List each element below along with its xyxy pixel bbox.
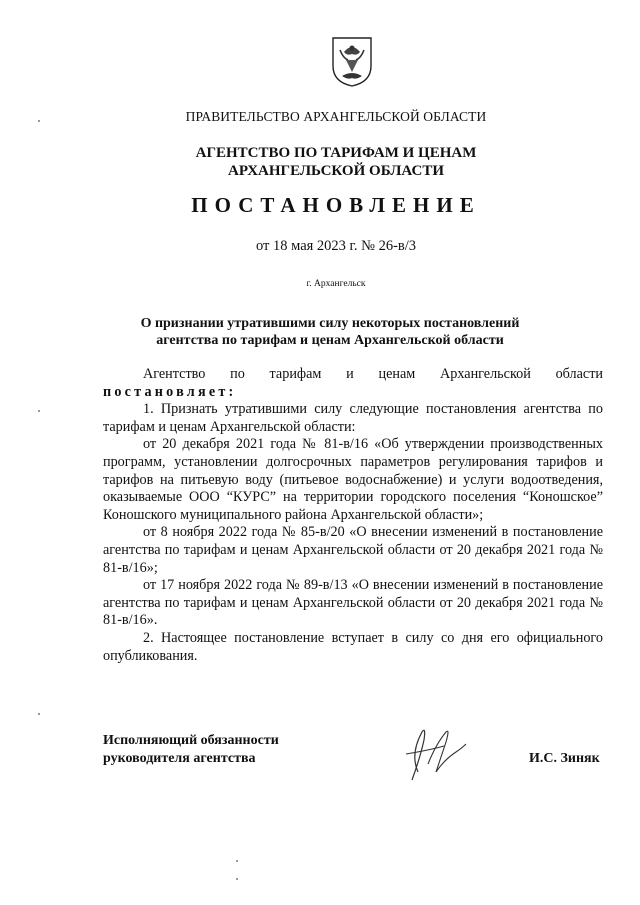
scan-artifact-dot [38, 713, 40, 715]
document-city: г. Архангельск [306, 279, 366, 289]
sub-item-3-paragraph: от 17 ноября 2022 года № 89-в/13 «О внесении изменений в постановление агентства по тарифам и ценам Архангельской области от 20 декабря 2021 года № 81-в/16». [103, 577, 603, 629]
decrees-word: постановляет: [103, 383, 237, 400]
document-body [103, 366, 603, 665]
subject-line2: агентства по тарифам и ценам Архангельской области [156, 333, 504, 348]
signatory-position-line2: руководителя агентства [103, 751, 256, 766]
handwritten-signature [400, 724, 470, 784]
sub-item-2-paragraph: от 8 ноября 2022 года № 85-в/20 «О внесении изменений в постановление агентства по тарифам и ценам Архангельской области от 20 декабря 2021 года № 81-в/16»; [103, 524, 603, 576]
subject-line1: О признании утратившими силу некоторых постановлений [140, 316, 520, 331]
agency-name-line2: АРХАНГЕЛЬСКОЙ ОБЛАСТИ [228, 163, 444, 179]
agency-name [16, 144, 640, 180]
scan-artifact-dot [38, 410, 40, 412]
scan-artifact-dot [38, 120, 40, 122]
intro-paragraph: Агентство по тарифам и ценам Архангельской области [143, 366, 603, 382]
scan-artifact-dot [236, 878, 238, 880]
government-name: ПРАВИТЕЛЬСТВО АРХАНГЕЛЬСКОЙ ОБЛАСТИ [185, 109, 487, 124]
signatory-name: И.С. Зиняк [529, 751, 600, 766]
signatory-position-line1: Исполняющий обязанности [103, 733, 279, 748]
decrees-line [103, 384, 603, 402]
item-2-paragraph: 2. Настоящее постановление вступает в силу со дня его официального опубликования. [103, 629, 603, 664]
document-subject [10, 315, 640, 349]
sub-item-1-paragraph: от 20 декабря 2021 года № 81-в/16 «Об утверждении производственных программ, установлении долгосрочных параметров регулирования тарифов и тарифов на питьевую воду (питьевое водоснабжение) и услуги водоотведения, оказываемые ООО “КУРС” на территории городского поселения “Коношское” Коношского муниципального района Архангельской области»; [103, 436, 603, 523]
agency-name-line1: АГЕНТСТВО ПО ТАРИФАМ И ЦЕНАМ [195, 145, 477, 161]
item-1-paragraph: 1. Признать утратившими силу следующие постановления агентства по тарифам и ценам Архангельской области: [103, 401, 603, 435]
document-date-number: от 18 мая 2023 г. № 26-в/3 [255, 238, 417, 254]
scan-artifact-dot [236, 860, 238, 862]
document-type: ПОСТАНОВЛЕНИЕ [191, 193, 481, 217]
coat-of-arms-icon [330, 36, 374, 88]
signatory-position [103, 732, 279, 768]
